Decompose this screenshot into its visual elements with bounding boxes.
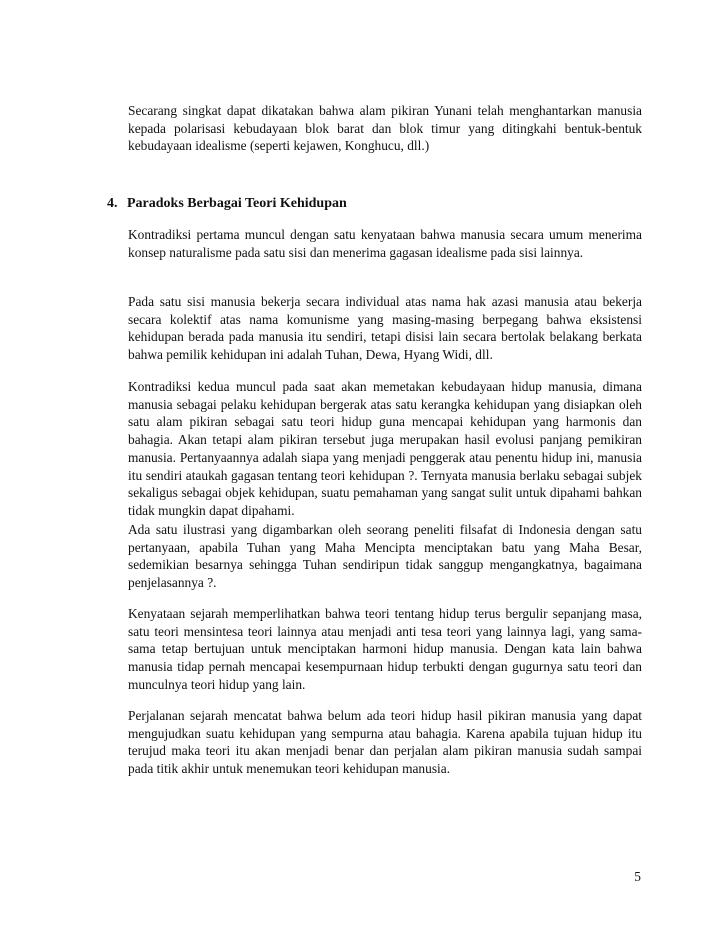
paragraph-individual-collective: Pada satu sisi manusia bekerja secara individual atas nama hak azasi manusia atau bekerja secara kolektif atas nama komunisme yang masing-masing berpegang bahwa eksistensi kehidupan berada pada manusia itu sendiri, tetapi disisi lain secara bertolak belakang berkata bahwa pemilik kehidupan ini adalah Tuhan, Dewa, Hyang Widi, dll. [128,294,642,363]
section-number: 4. [107,196,118,211]
section-title: Paradoks Berbagai Teori Kehidupan [127,196,347,211]
intro-paragraph: Secarang singkat dapat dikatakan bahwa alam pikiran Yunani telah menghantarkan manusia kepada polarisasi kebudayaan blok barat dan blok timur yang ditingkahi bentuk-bentuk kebudayaan idealisme (seperti kejawen, Konghucu, dll.) [128,103,642,154]
paragraph-historical-journey: Perjalanan sejarah mencatat bahwa belum ada teori hidup hasil pikiran manusia yang dapat mengujudkan suatu kehidupan yang sempurna atau bahagia. Karena apabila tujuan hidup itu terujud maka teori itu akan menjadi benar dan perjalan alam pikiran manusia sudah sampai pada titik akhir untuk menemukan teori kehidupan manusia. [128,708,642,777]
paragraph-contradiction-one: Kontradiksi pertama muncul dengan satu kenyataan bahwa manusia secara umum menerima konsep naturalisme pada satu sisi dan menerima gagasan idealisme pada sisi lainnya. [128,227,642,260]
paragraph-contradiction-two: Kontradiksi kedua muncul pada saat akan memetakan kebudayaan hidup manusia, dimana manusia sebagai pelaku kehidupan bergerak atas satu kerangka kehidupan yang disiapkan oleh satu alam pikiran sebagai satu teori hidup guna mencapai kehidupan yang harmonis dan bahagia. Akan tetapi alam pikiran tersebut juga merupakan hasil evolusi panjang pemikiran manusia. Pertanyaannya adalah siapa yang menjadi penggerak atau penentu hidup ini, manusia itu sendiri ataukah gagasan tentang teori kehidupan ?. Ternyata manusia berlaku sebagai subjek sekaligus sebagai objek kehidupan, suatu pemahaman yang sangat sulit untuk dipahami bahkan tidak mungkin dapat dipahami. [128,379,642,518]
paragraph-historical-reality: Kenyataan sejarah memperlihatkan bahwa teori tentang hidup terus bergulir sepanjang masa, satu teori mensintesa teori lainnya atau menjadi anti tesa teori yang lainnya lagi, yang sama-sama tetap bertujuan untuk menciptakan harmoni hidup manusia. Dengan kata lain bahwa manusia tidap pernah mencapai kesempurnaan hidup terbukti dengan gugurnya satu teori dan munculnya teori hidup yang lain. [128,606,642,692]
paragraph-illustration: Ada satu ilustrasi yang digambarkan oleh seorang peneliti filsafat di Indonesia dengan satu pertanyaan, apabila Tuhan yang Maha Mencipta menciptakan batu yang Maha Besar, sedemikian besarnya sehingga Tuhan sendiripun tidak sanggup mengangkatnya, bagaimana penjelasannya ?. [128,522,642,591]
page-number: 5 [634,869,641,884]
section-heading [107,195,347,213]
